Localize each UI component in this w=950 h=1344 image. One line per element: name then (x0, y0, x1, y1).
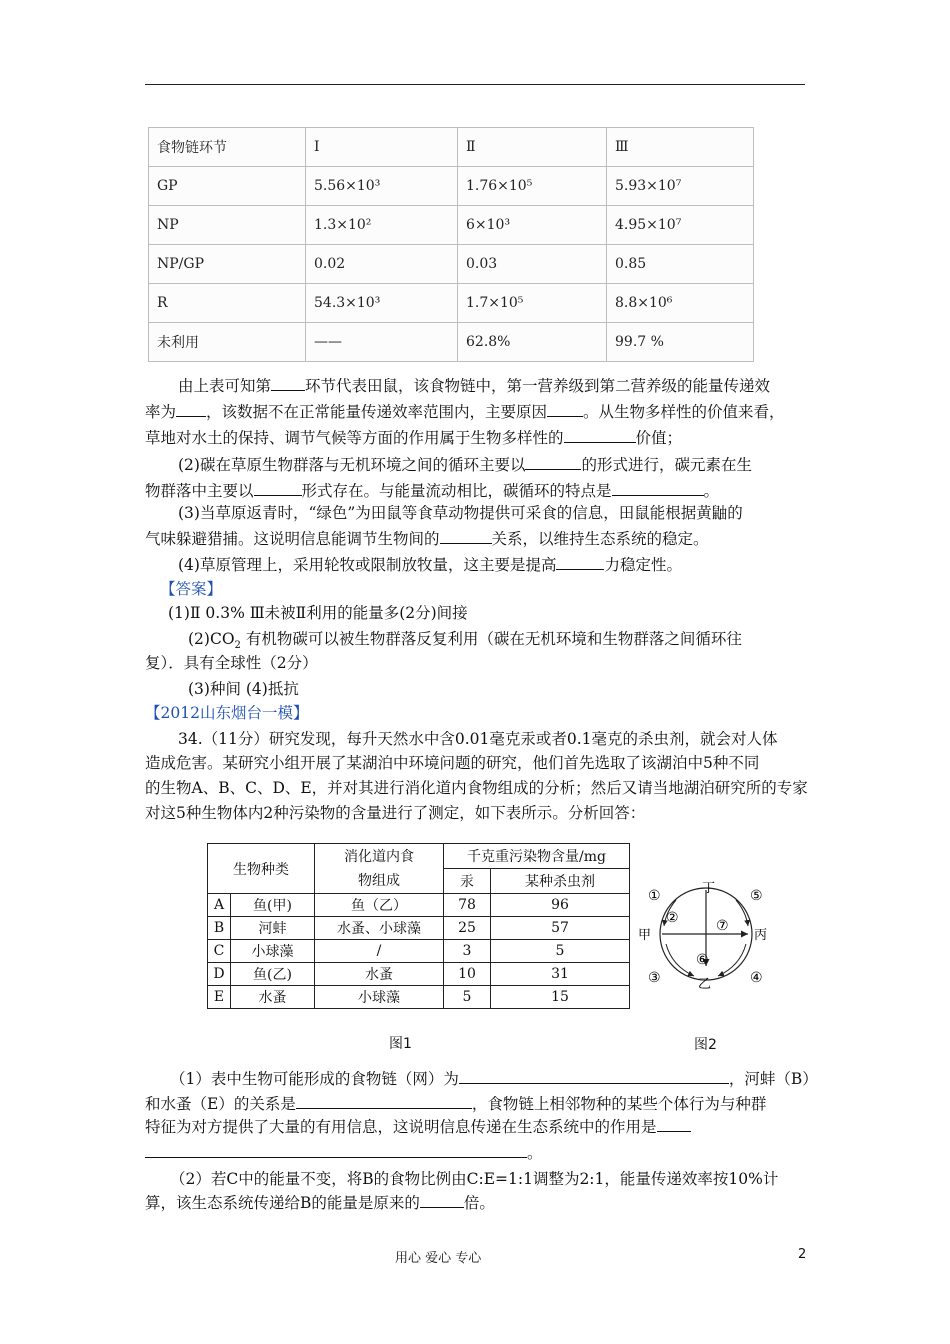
label-7: ⑦ (716, 918, 729, 934)
arc-arrow-3 (666, 944, 694, 976)
figure2-caption: 图2 (694, 1037, 717, 1053)
arc-arrow-5 (736, 900, 748, 926)
energy-table (148, 127, 754, 362)
label-5: ⑤ (750, 888, 763, 904)
table-row: NP 1.3×10² 6×10³ 4.95×10⁷ (149, 206, 754, 245)
answer-line2: $(2)CO_2$ 有机物碳可以被生物群落反复利用（碳在无机环境和生物群落之间循环往 (188, 630, 742, 652)
q34-1-line3: 特征为对方提供了大量的有用信息，这说明信息传递在生态系统中的作用是 (145, 1114, 691, 1140)
para1-line1: 由上表可知第 环节代表田鼠，该食物链中，第一营养级到第二营养级的能量传递效 (178, 373, 770, 399)
q34-1-line4: 。 (145, 1140, 543, 1166)
label-1: ① (648, 888, 661, 904)
header-rule (145, 84, 805, 85)
table-row: GP 5.56×10³ 1.76×10⁵ 5.93×10⁷ (149, 167, 754, 206)
para1-line2: 率为 ，该数据不在正常能量传递效率范围内，主要原因 。从生物多样性的价值来看， (145, 399, 785, 425)
table-row: 未利用 —— 62.8% 99.7 % (149, 323, 754, 362)
q34-line3: 的生物A、B、C、D、E，并对其进行消化道内食物组成的分析；然后又请当地湖泊研究所的专家 (145, 779, 808, 797)
q34-2-line2: 算，该生态系统传递给B的能量是原来的 倍。 (145, 1190, 495, 1216)
source-label: 【2012山东烟台一模】 (145, 704, 309, 722)
table-row: A 鱼(甲) 鱼（乙） 78 96 (208, 894, 630, 917)
cycle-diagram (636, 870, 776, 1000)
para3-line2: 气味躲避猎捕。这说明信息能调节生物间的 关系，以维持生态系统的稳定。 (145, 526, 709, 552)
table-row: E 水蚤 小球藻 5 15 (208, 986, 630, 1009)
node-ding: 丁 (702, 881, 716, 896)
table-row: 食物链环节 Ⅰ Ⅱ Ⅲ (149, 128, 754, 167)
label-3: ③ (648, 970, 661, 986)
label-6: ⑥ (696, 952, 709, 968)
para4: (4)草原管理上，采用轮牧或限制放牧量，这主要是提高 力稳定性。 (178, 552, 682, 578)
q34-1-line2: 和水蚤（E）的关系是 ，食物链上相邻物种的某些个体行为与种群 (145, 1091, 766, 1117)
pollutant-table (207, 843, 630, 1009)
q34-line4: 对这5种生物体内2种污染物的含量进行了测定，如下表所示。分析回答： (145, 804, 646, 822)
footer-motto: 用心 爱心 专心 (395, 1251, 482, 1266)
label-2: ② (666, 910, 679, 926)
q34-2-line1: （2）若C中的能量不变，将B的食物比例由C:E=1:1调整为2:1，能量传递效率按10%计 (170, 1170, 779, 1188)
answer-label: 【答案】 (160, 580, 223, 598)
page-number: 2 (798, 1247, 807, 1262)
para2-line1: (2)碳在草原生物群落与无机环境之间的循环主要以 的形式进行，碳元素在生 (178, 452, 752, 478)
para1-line3: 草地对水土的保持、调节气候等方面的作用属于生物多样性的 价值； (145, 425, 682, 451)
arc-arrow-4 (718, 944, 746, 976)
table-row: NP/GP 0.02 0.03 0.85 (149, 245, 754, 284)
answer-line3: 复）．具有全球性（2分） (145, 654, 318, 672)
para3-line1: (3)当草原返青时，“绿色”为田鼠等食草动物提供可采食的信息，田鼠能根据黄鼬的 (178, 504, 743, 522)
answer-line1: (1)Ⅱ 0.3% Ⅲ未被Ⅱ利用的能量多(2分)间接 (168, 604, 468, 622)
table-row: D 鱼(乙) 水蚤 10 31 (208, 963, 630, 986)
figure1-caption: 图1 (389, 1036, 412, 1052)
table-row: R 54.3×10³ 1.7×10⁵ 8.8×10⁶ (149, 284, 754, 323)
q34-line1: 34.（11分）研究发现，每升天然水中含0.01毫克汞或者0.1毫克的杀虫剂，就会对人体 (178, 730, 778, 748)
para2-line2: 物群落中主要以 形式存在。与能量流动相比，碳循环的特点是 。 (145, 478, 719, 504)
table-row: 生物种类 消化道内食 物组成 千克重污染物含量/mg (208, 844, 630, 869)
table-row: 汞 某种杀虫剂 (208, 869, 630, 894)
q34-line2: 造成危害。某研究小组开展了某湖泊中环境问题的研究，他们首先选取了该湖泊中5种不同 (145, 754, 760, 772)
table-row: C 小球藻 / 3 5 (208, 940, 630, 963)
node-jia: 甲 (638, 928, 652, 943)
q34-1-line1: （1）表中生物可能形成的食物链（网）为 ，河蚌（B） (170, 1066, 818, 1092)
table-row: B 河蚌 水蚤、小球藻 25 57 (208, 917, 630, 940)
label-4: ④ (750, 970, 763, 986)
node-bing: 丙 (754, 928, 768, 943)
node-yi: 乙 (698, 977, 712, 992)
answer-line4: (3)种间 (4)抵抗 (188, 680, 299, 698)
